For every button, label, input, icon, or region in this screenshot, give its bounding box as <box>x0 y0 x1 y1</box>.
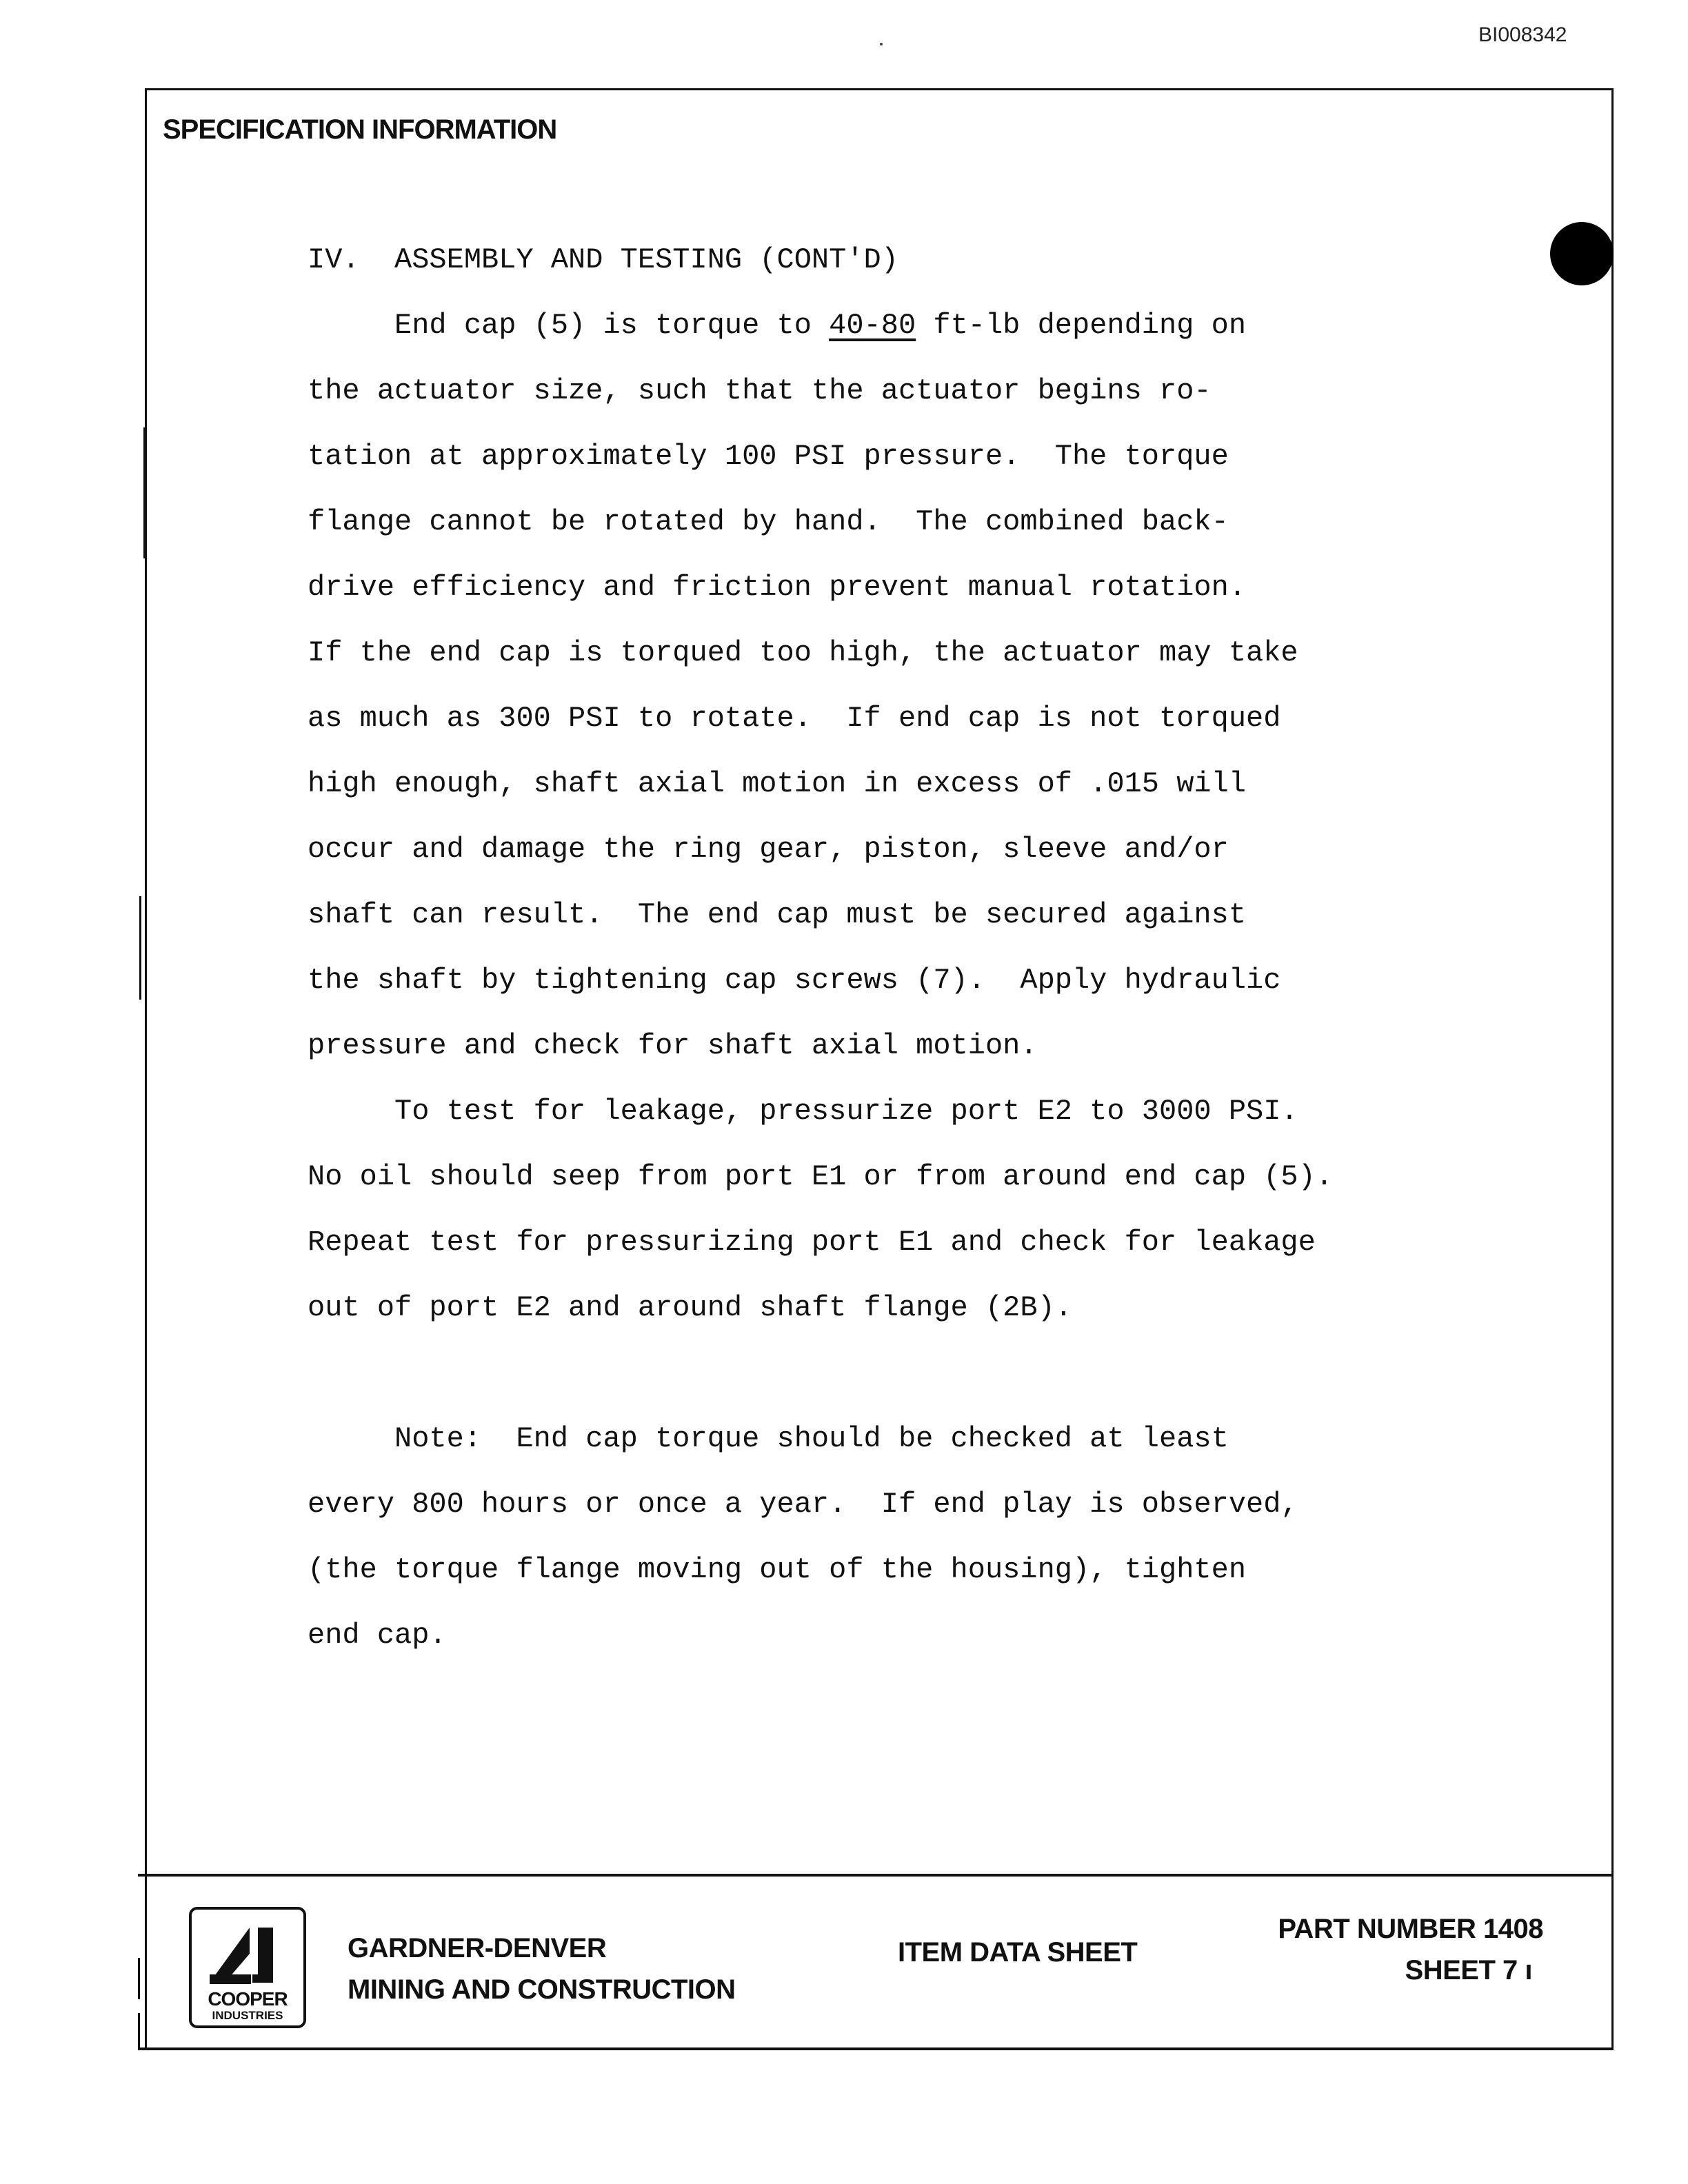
note-line: Note: End cap torque should be checked at least <box>308 1422 1229 1455</box>
text-line: high enough, shaft axial motion in excess of .015 will <box>308 767 1247 800</box>
footer-bottom-border <box>138 2048 1614 2050</box>
company-division: MINING AND CONSTRUCTION <box>348 1974 736 2005</box>
text-line: drive efficiency and friction prevent manual rotation. <box>308 571 1247 604</box>
text-line: out of port E2 and around shaft flange (2B). <box>308 1291 1072 1324</box>
punch-hole-mark <box>1550 222 1614 285</box>
cooper-industries-logo <box>189 1907 306 2028</box>
text-line: To test for leakage, pressurize port E2 to 3000 PSI. <box>308 1095 1298 1128</box>
document-id: BI008342 <box>1478 23 1567 46</box>
text-line: the shaft by tightening cap screws (7). Apply hydraulic <box>308 964 1281 997</box>
text-line: flange cannot be rotated by hand. The combined back- <box>308 505 1229 538</box>
text-line: pressure and check for shaft axial motion. <box>308 1029 1038 1062</box>
logo-wordmark: COOPER <box>208 1988 288 2010</box>
text-line: shaft can result. The end cap must be secured against <box>308 898 1247 931</box>
torque-value: 40-80 <box>829 309 916 342</box>
company-name: GARDNER-DENVER <box>348 1933 607 1963</box>
logo-subtext: INDUSTRIES <box>212 2009 283 2022</box>
note-line: every 800 hours or once a year. If end play is observed, <box>308 1488 1298 1521</box>
margin-mark <box>138 2013 140 2048</box>
margin-mark <box>143 427 145 558</box>
margin-mark <box>139 896 141 1000</box>
page-title: SPECIFICATION INFORMATION <box>163 114 557 145</box>
margin-mark <box>138 1958 140 1999</box>
text-line: No oil should seep from port E1 or from around end cap (5). <box>308 1160 1334 1193</box>
cooper-logo-icon <box>204 1917 291 1988</box>
part-number: PART NUMBER 1408 <box>1278 1914 1543 1944</box>
text-line: the actuator size, such that the actuator begins ro- <box>308 374 1212 407</box>
note-line: end cap. <box>308 1619 447 1652</box>
sheet-number: SHEET 7 ı <box>1405 1955 1532 1985</box>
text-line: End cap (5) is torque to 40-80 ft-lb depending on <box>308 309 1247 342</box>
blank-line <box>308 1341 1535 1406</box>
text-line: Repeat test for pressurizing port E1 and check for leakage <box>308 1226 1316 1259</box>
scan-speck <box>880 43 883 46</box>
item-data-sheet-label: ITEM DATA SHEET <box>898 1937 1138 1968</box>
text-line: tation at approximately 100 PSI pressure. The torque <box>308 440 1229 473</box>
text-line: If the end cap is torqued too high, the actuator may take <box>308 636 1298 669</box>
note-line: (the torque flange moving out of the housing), tighten <box>308 1553 1247 1586</box>
body-text <box>308 228 1535 1668</box>
section-heading: IV. ASSEMBLY AND TESTING (CONT'D) <box>308 243 898 276</box>
text-line: occur and damage the ring gear, piston, sleeve and/or <box>308 833 1229 866</box>
text-line: as much as 300 PSI to rotate. If end cap is not torqued <box>308 702 1281 735</box>
footer-divider <box>138 1874 1614 1877</box>
